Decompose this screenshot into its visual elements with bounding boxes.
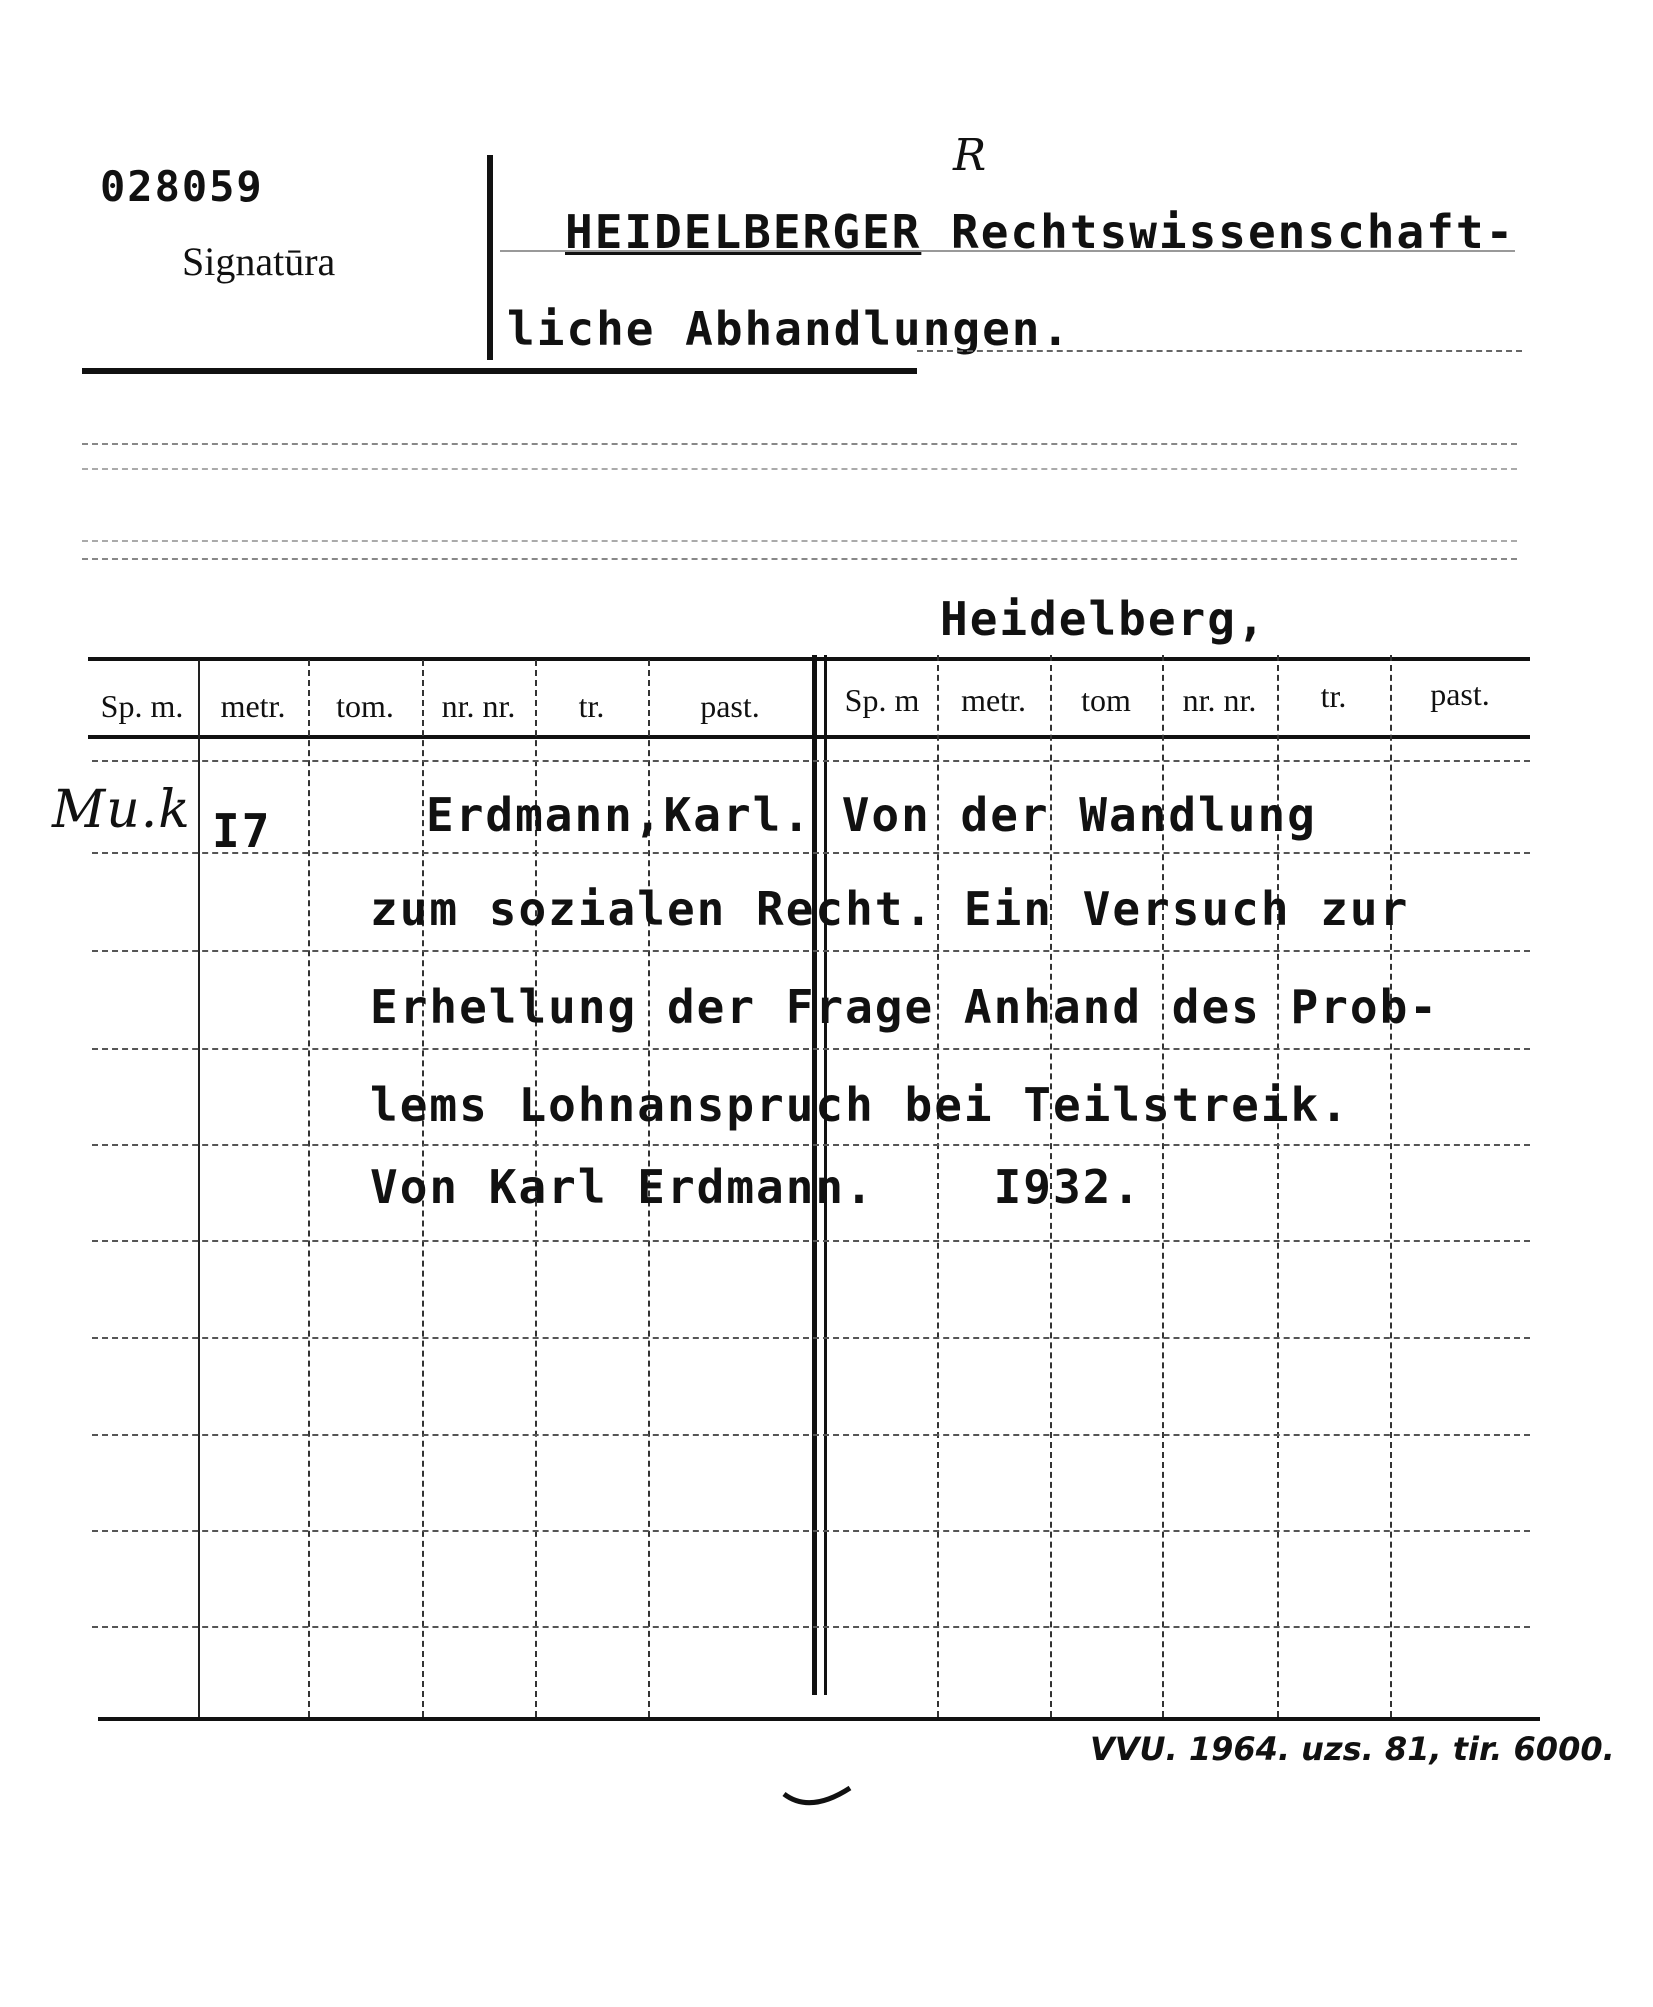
table-row-rule xyxy=(92,1530,1530,1532)
blank-ruled-line xyxy=(82,443,1517,445)
column-divider xyxy=(198,660,200,1717)
col-header-nr-nr-2: nr. nr. xyxy=(1182,682,1257,718)
col-header-sp-m: Sp. m. xyxy=(100,688,184,724)
title-line-1-rule xyxy=(500,250,1515,252)
column-divider xyxy=(1390,655,1392,1717)
col-header-nr-nr: nr. nr. xyxy=(441,688,516,724)
series-title-part-b: Rechtswissenschaft- xyxy=(951,205,1516,259)
column-divider xyxy=(308,660,310,1717)
entry-text-line-2: zum sozialen Recht. Ein Versuch zur xyxy=(370,882,1410,936)
header-vertical-divider xyxy=(487,155,493,360)
print-note: VVU. 1964. uzs. 81, tir. 6000. xyxy=(1090,1730,1615,1768)
table-top-rule xyxy=(88,657,1530,661)
table-bottom-rule xyxy=(98,1717,1540,1721)
col-header-tom: tom. xyxy=(336,688,394,724)
table-row-rule xyxy=(92,1626,1530,1628)
signature-label: Signatūra xyxy=(182,239,336,284)
entry-text-line-3: Erhellung der Frage Anhand des Prob- xyxy=(370,980,1439,1034)
signature-number: 028059 xyxy=(100,162,264,211)
title-correction-mark: R xyxy=(953,130,987,181)
col-header-metr-2: metr. xyxy=(961,682,1026,718)
table-row-rule xyxy=(92,1240,1530,1242)
table-header-bottom-rule xyxy=(88,735,1530,739)
blank-ruled-line xyxy=(82,468,1517,470)
col-header-tr: tr. xyxy=(578,688,605,724)
table-row-rule xyxy=(92,760,1530,762)
entry-text-line-1: Erdmann,Karl. Von der Wandlung xyxy=(426,788,1317,842)
col-header-metr: metr. xyxy=(220,688,286,724)
table-row-rule xyxy=(92,1337,1530,1339)
publication-place: Heidelberg, xyxy=(940,592,1267,646)
bottom-mark-decoration xyxy=(780,1780,860,1820)
blank-ruled-line xyxy=(82,558,1517,560)
col-header-past: past. xyxy=(700,688,760,724)
table-row-rule xyxy=(92,1144,1530,1146)
entry-metr-value: I7 xyxy=(212,804,272,858)
entry-text-line-4: lems Lohnanspruch bei Teilstreik. xyxy=(370,1078,1350,1132)
series-title-part-a: HEIDELBERGER xyxy=(565,205,922,259)
table-row-rule xyxy=(92,1048,1530,1050)
series-title-line-2: liche Abhandlungen. xyxy=(507,302,1072,356)
table-row-rule xyxy=(92,1434,1530,1436)
blank-ruled-line xyxy=(82,540,1517,542)
shelf-mark-handwritten: Mu.k xyxy=(52,780,191,840)
header-bottom-rule-dashed xyxy=(917,350,1522,352)
header-bottom-rule xyxy=(82,368,917,374)
col-header-tom-2: tom xyxy=(1081,682,1131,718)
col-header-past-2: past. xyxy=(1430,676,1490,712)
col-header-sp-m-2: Sp. m xyxy=(844,682,920,718)
table-row-rule xyxy=(92,950,1530,952)
entry-text-line-5: Von Karl Erdmann. I932. xyxy=(370,1160,1143,1214)
col-header-tr-2: tr. xyxy=(1320,678,1347,714)
table-row-rule xyxy=(92,852,1530,854)
